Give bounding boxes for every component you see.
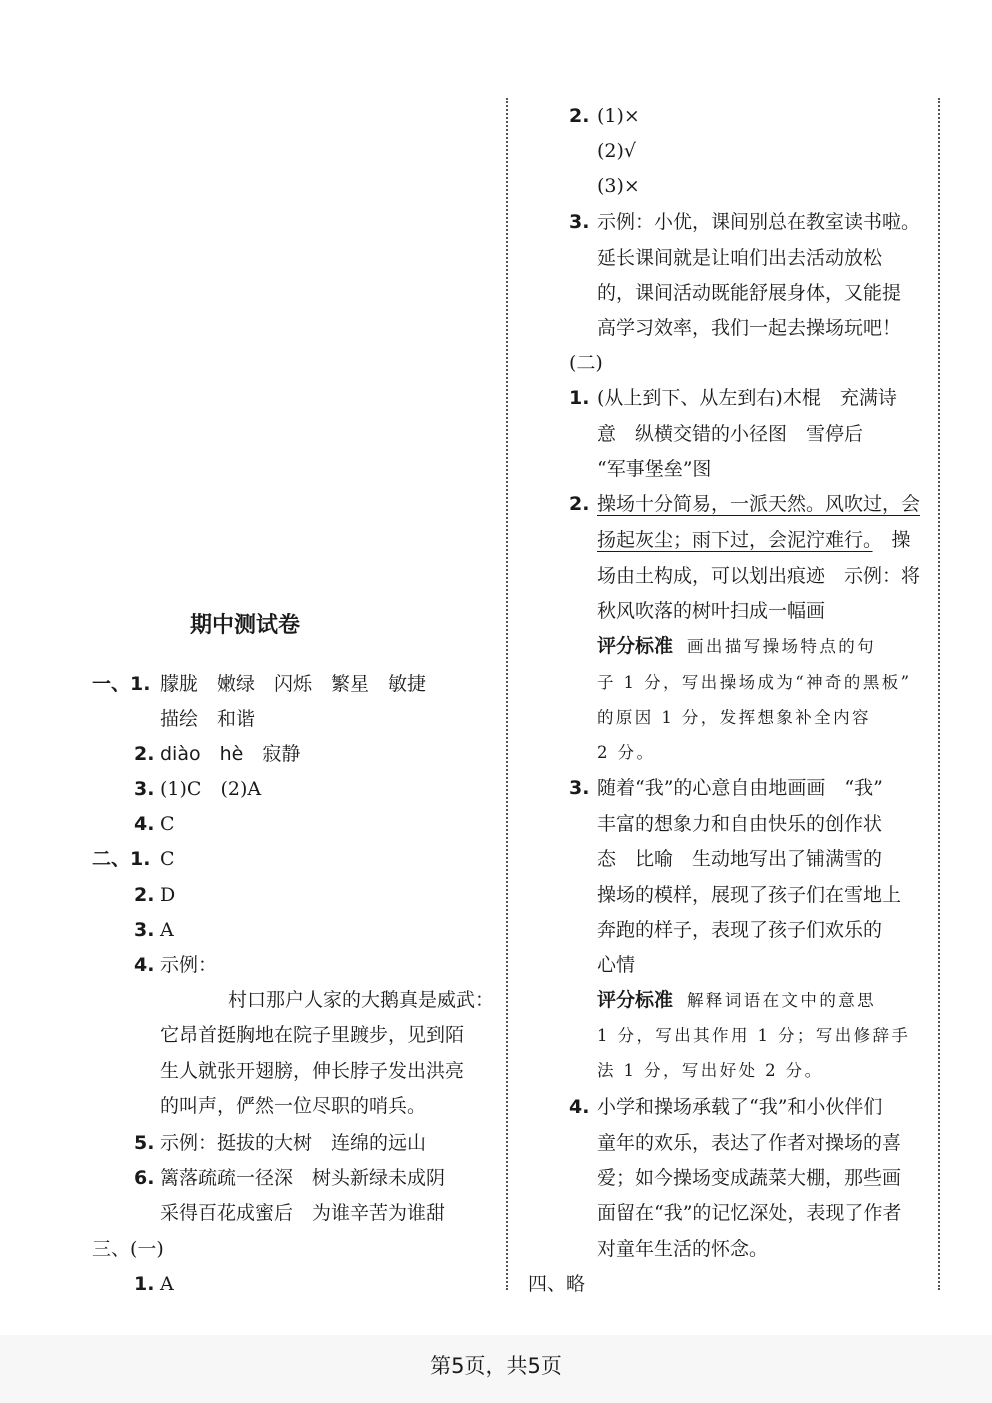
answer-text: A xyxy=(160,1273,174,1295)
answer-text: 秋风吹落的树叶扫成一幅画 xyxy=(597,600,826,622)
section-3-heading: 三、(一) xyxy=(92,1238,164,1260)
answer-text: 奔跑的样子，表现了孩子们欢乐的 xyxy=(597,919,883,941)
answer-text: diào hè 寂静 xyxy=(160,743,301,765)
question-number: 2. xyxy=(134,884,155,906)
answer-text: 小学和操场承载了“我”和小伙伴们 xyxy=(597,1096,883,1118)
page-indicator: 第5页，共5页 xyxy=(430,1354,562,1378)
scoring-standard-label: 评分标准 xyxy=(597,989,674,1011)
answer-text: “军事堡垒”图 xyxy=(597,458,712,480)
answer-text: 示例：小优，课间别总在教室读书啦。 xyxy=(597,211,921,233)
answer-text: 它昂首挺胸地在院子里踱步，见到陌 xyxy=(160,1024,465,1046)
answer-line xyxy=(597,528,911,552)
column-divider xyxy=(506,98,508,1290)
section-2-heading: 二、1. xyxy=(92,848,151,870)
question-number: 4. xyxy=(134,813,155,835)
answer-text: 意 纵横交错的小径图 雪停后 xyxy=(597,423,864,445)
question-number: 1. xyxy=(134,1273,155,1295)
question-number: 4. xyxy=(134,954,155,976)
answer-text: 操 xyxy=(872,529,911,551)
scoring-line xyxy=(597,988,876,1013)
answer-text: D xyxy=(160,884,176,906)
scoring-text: 2 分。 xyxy=(597,743,656,762)
scoring-text: 的原因 1 分，发挥想象补全内容 xyxy=(597,708,871,727)
answer-text: 示例：挺拔的大树 连绵的远山 xyxy=(160,1132,427,1154)
question-number: 3. xyxy=(569,211,590,233)
answer-text: A xyxy=(160,919,174,941)
answer-text: 爱；如今操场变成蔬菜大棚，那些画 xyxy=(597,1167,902,1189)
question-number: 2. xyxy=(569,493,590,515)
scoring-standard-label: 评分标准 xyxy=(597,635,674,657)
answer-text: 采得百花成蜜后 为谁辛苦为谁甜 xyxy=(160,1202,446,1224)
question-number: 1. xyxy=(569,387,590,409)
answer-text: 朦胧 嫩绿 闪烁 繁星 敏捷 xyxy=(160,673,427,695)
answer-text: 童年的欢乐，表达了作者对操场的喜 xyxy=(597,1132,902,1154)
answer-text: 描绘 和谐 xyxy=(160,708,256,730)
question-number: 5. xyxy=(134,1132,155,1154)
answer-text: 延长课间就是让咱们出去活动放松 xyxy=(597,247,883,269)
question-number: 4. xyxy=(569,1096,590,1118)
answer-text: 态 比喻 生动地写出了铺满雪的 xyxy=(597,848,883,870)
answer-text: (3)× xyxy=(597,175,640,197)
answer-text: (1)C (2)A xyxy=(160,778,262,800)
answer-text: 高学习效率，我们一起去操场玩吧！ xyxy=(597,317,902,339)
right-margin-line xyxy=(938,98,940,1290)
underlined-answer: 操场十分简易，一派天然。风吹过，会 xyxy=(597,493,921,515)
answer-text: (从上到下、从左到右)木棍 充满诗 xyxy=(597,387,897,409)
part-2-heading: (二) xyxy=(569,352,603,374)
scoring-text: 画出描写操场特点的句 xyxy=(687,637,877,656)
question-number: 3. xyxy=(134,778,155,800)
underlined-answer: 扬起灰尘；雨下过，会泥泞难行。 xyxy=(597,529,873,551)
question-number: 3. xyxy=(134,919,155,941)
answer-text: 场由土构成，可以划出痕迹 示例：将 xyxy=(597,565,921,587)
scoring-text: 子 1 分，写出操场成为“神奇的黑板” xyxy=(597,673,912,692)
page-title: 期中测试卷 xyxy=(190,613,301,638)
answer-text: C xyxy=(160,813,175,835)
part-4-heading: 四、略 xyxy=(528,1273,586,1295)
answer-text: (2)√ xyxy=(597,140,637,162)
answer-text: 生人就张开翅膀，伸长脖子发出洪亮 xyxy=(160,1060,465,1082)
question-number: 6. xyxy=(134,1167,155,1189)
answer-text: C xyxy=(160,848,175,870)
answer-text: 对童年生活的怀念。 xyxy=(597,1238,769,1260)
answer-text: 示例： xyxy=(160,954,218,976)
scoring-text: 解释词语在文中的意思 xyxy=(687,991,877,1010)
answer-text: 篱落疏疏一径深 树头新绿未成阴 xyxy=(160,1167,446,1189)
section-1-heading: 一、1. xyxy=(92,673,151,695)
answer-text: (1)× xyxy=(597,105,640,127)
scoring-text: 1 分，写出其作用 1 分；写出修辞手 xyxy=(597,1026,911,1045)
answer-text: 操场的模样，展现了孩子们在雪地上 xyxy=(597,884,902,906)
answer-text: 心情 xyxy=(597,954,636,976)
question-number: 2. xyxy=(569,105,590,127)
question-number: 2. xyxy=(134,743,155,765)
answer-text: 村口那户人家的大鹅真是威武： xyxy=(228,989,495,1011)
answer-text: 随着“我”的心意自由地画画 “我” xyxy=(597,777,883,799)
answer-text: 的，课间活动既能舒展身体，又能提 xyxy=(597,282,902,304)
question-number: 3. xyxy=(569,777,590,799)
answer-text: 丰富的想象力和自由快乐的创作状 xyxy=(597,813,883,835)
scoring-text: 法 1 分，写出好处 2 分。 xyxy=(597,1061,824,1080)
scoring-line xyxy=(597,634,876,659)
answer-text: 的叫声，俨然一位尽职的哨兵。 xyxy=(160,1095,427,1117)
answer-text: 面留在“我”的记忆深处，表现了作者 xyxy=(597,1202,902,1224)
